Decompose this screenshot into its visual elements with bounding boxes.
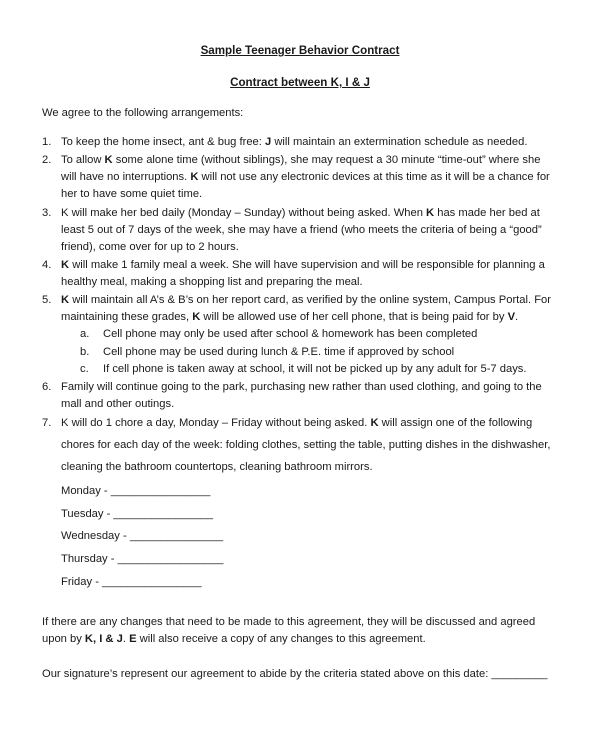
item-5-line-2: maintaining these grades, K will be allowed use of her cell phone, that is being paid for by V. — [61, 311, 519, 323]
item-5-line-1: K will maintain all A’s & B’s on her report card, as verified by the online system, Campus Portal. For — [61, 294, 551, 306]
item-6-line-2: mall and other outings. — [61, 398, 175, 410]
day-friday-field[interactable]: Friday - ________________ — [61, 576, 202, 588]
item-2-line-2: will have no interruptions. K will not use any electronic devices at this time as it will be a chance for — [61, 171, 550, 183]
item-2-line-1: To allow K some alone time (without siblings), she may request a 30 minute “time-out” where she — [61, 154, 541, 166]
item-6-number: 6. — [42, 381, 52, 393]
subitem-a-label: a. — [80, 328, 90, 340]
item-3-line-3: friend), come over for up to 2 hours. — [61, 241, 239, 253]
item-3-line-2: least 5 out of 7 days of the week, she may have a friend (who meets the criteria of being a “good” — [61, 224, 542, 236]
subitem-a-text: Cell phone may only be used after school & homework has been completed — [103, 328, 478, 340]
item-6-line-1: Family will continue going to the park, purchasing new rather than used clothing, and going to the — [61, 381, 542, 393]
item-5-number: 5. — [42, 294, 52, 306]
day-wednesday-field[interactable]: Wednesday - _______________ — [61, 530, 224, 542]
item-1-number: 1. — [42, 136, 52, 148]
signature-statement: Our signature’s represent our agreement to abide by the criteria stated above on this date: _________ — [42, 668, 548, 680]
item-3-number: 3. — [42, 207, 52, 219]
subitem-c-text: If cell phone is taken away at school, it will not be picked up by any adult for 5-7 days. — [103, 363, 527, 375]
item-2-number: 2. — [42, 154, 52, 166]
subitem-c-label: c. — [80, 363, 89, 375]
closing-paragraph-line-1: If there are any changes that need to be made to this agreement, they will be discussed and agreed — [42, 616, 536, 628]
item-4-line-2: healthy meal, making a shopping list and preparing the meal. — [61, 276, 363, 288]
day-tuesday-field[interactable]: Tuesday - ________________ — [61, 508, 213, 520]
item-7-line-1: K will do 1 chore a day, Monday – Friday without being asked. K will assign one of the following — [61, 417, 533, 429]
item-7-line-2: chores for each day of the week: folding clothes, setting the table, putting dishes in the dishwasher, — [61, 439, 551, 451]
closing-paragraph-line-2: upon by K, I & J. E will also receive a copy of any changes to this agreement. — [42, 633, 426, 645]
item-4-line-1: K will make 1 family meal a week. She will have supervision and will be responsible for planning a — [61, 259, 545, 271]
document-subtitle: Contract between K, I & J — [230, 76, 370, 89]
item-4-number: 4. — [42, 259, 52, 271]
day-thursday-field[interactable]: Thursday - _________________ — [61, 553, 224, 565]
day-monday-field[interactable]: Monday - ________________ — [61, 485, 211, 497]
document-title: Sample Teenager Behavior Contract — [200, 44, 400, 57]
item-3-line-1: K will make her bed daily (Monday – Sunday) without being asked. When K has made her bed at — [61, 207, 540, 219]
item-1-line-1: To keep the home insect, ant & bug free: J will maintain an extermination schedule as needed. — [61, 136, 528, 148]
item-2-line-3: her to have some quiet time. — [61, 188, 203, 200]
intro-text: We agree to the following arrangements: — [42, 107, 244, 119]
item-7-line-3: cleaning the bathroom countertops, cleaning bathroom mirrors. — [61, 461, 373, 473]
subitem-b-text: Cell phone may be used during lunch & P.E. time if approved by school — [103, 346, 455, 358]
item-7-number: 7. — [42, 417, 52, 429]
subitem-b-label: b. — [80, 346, 90, 358]
